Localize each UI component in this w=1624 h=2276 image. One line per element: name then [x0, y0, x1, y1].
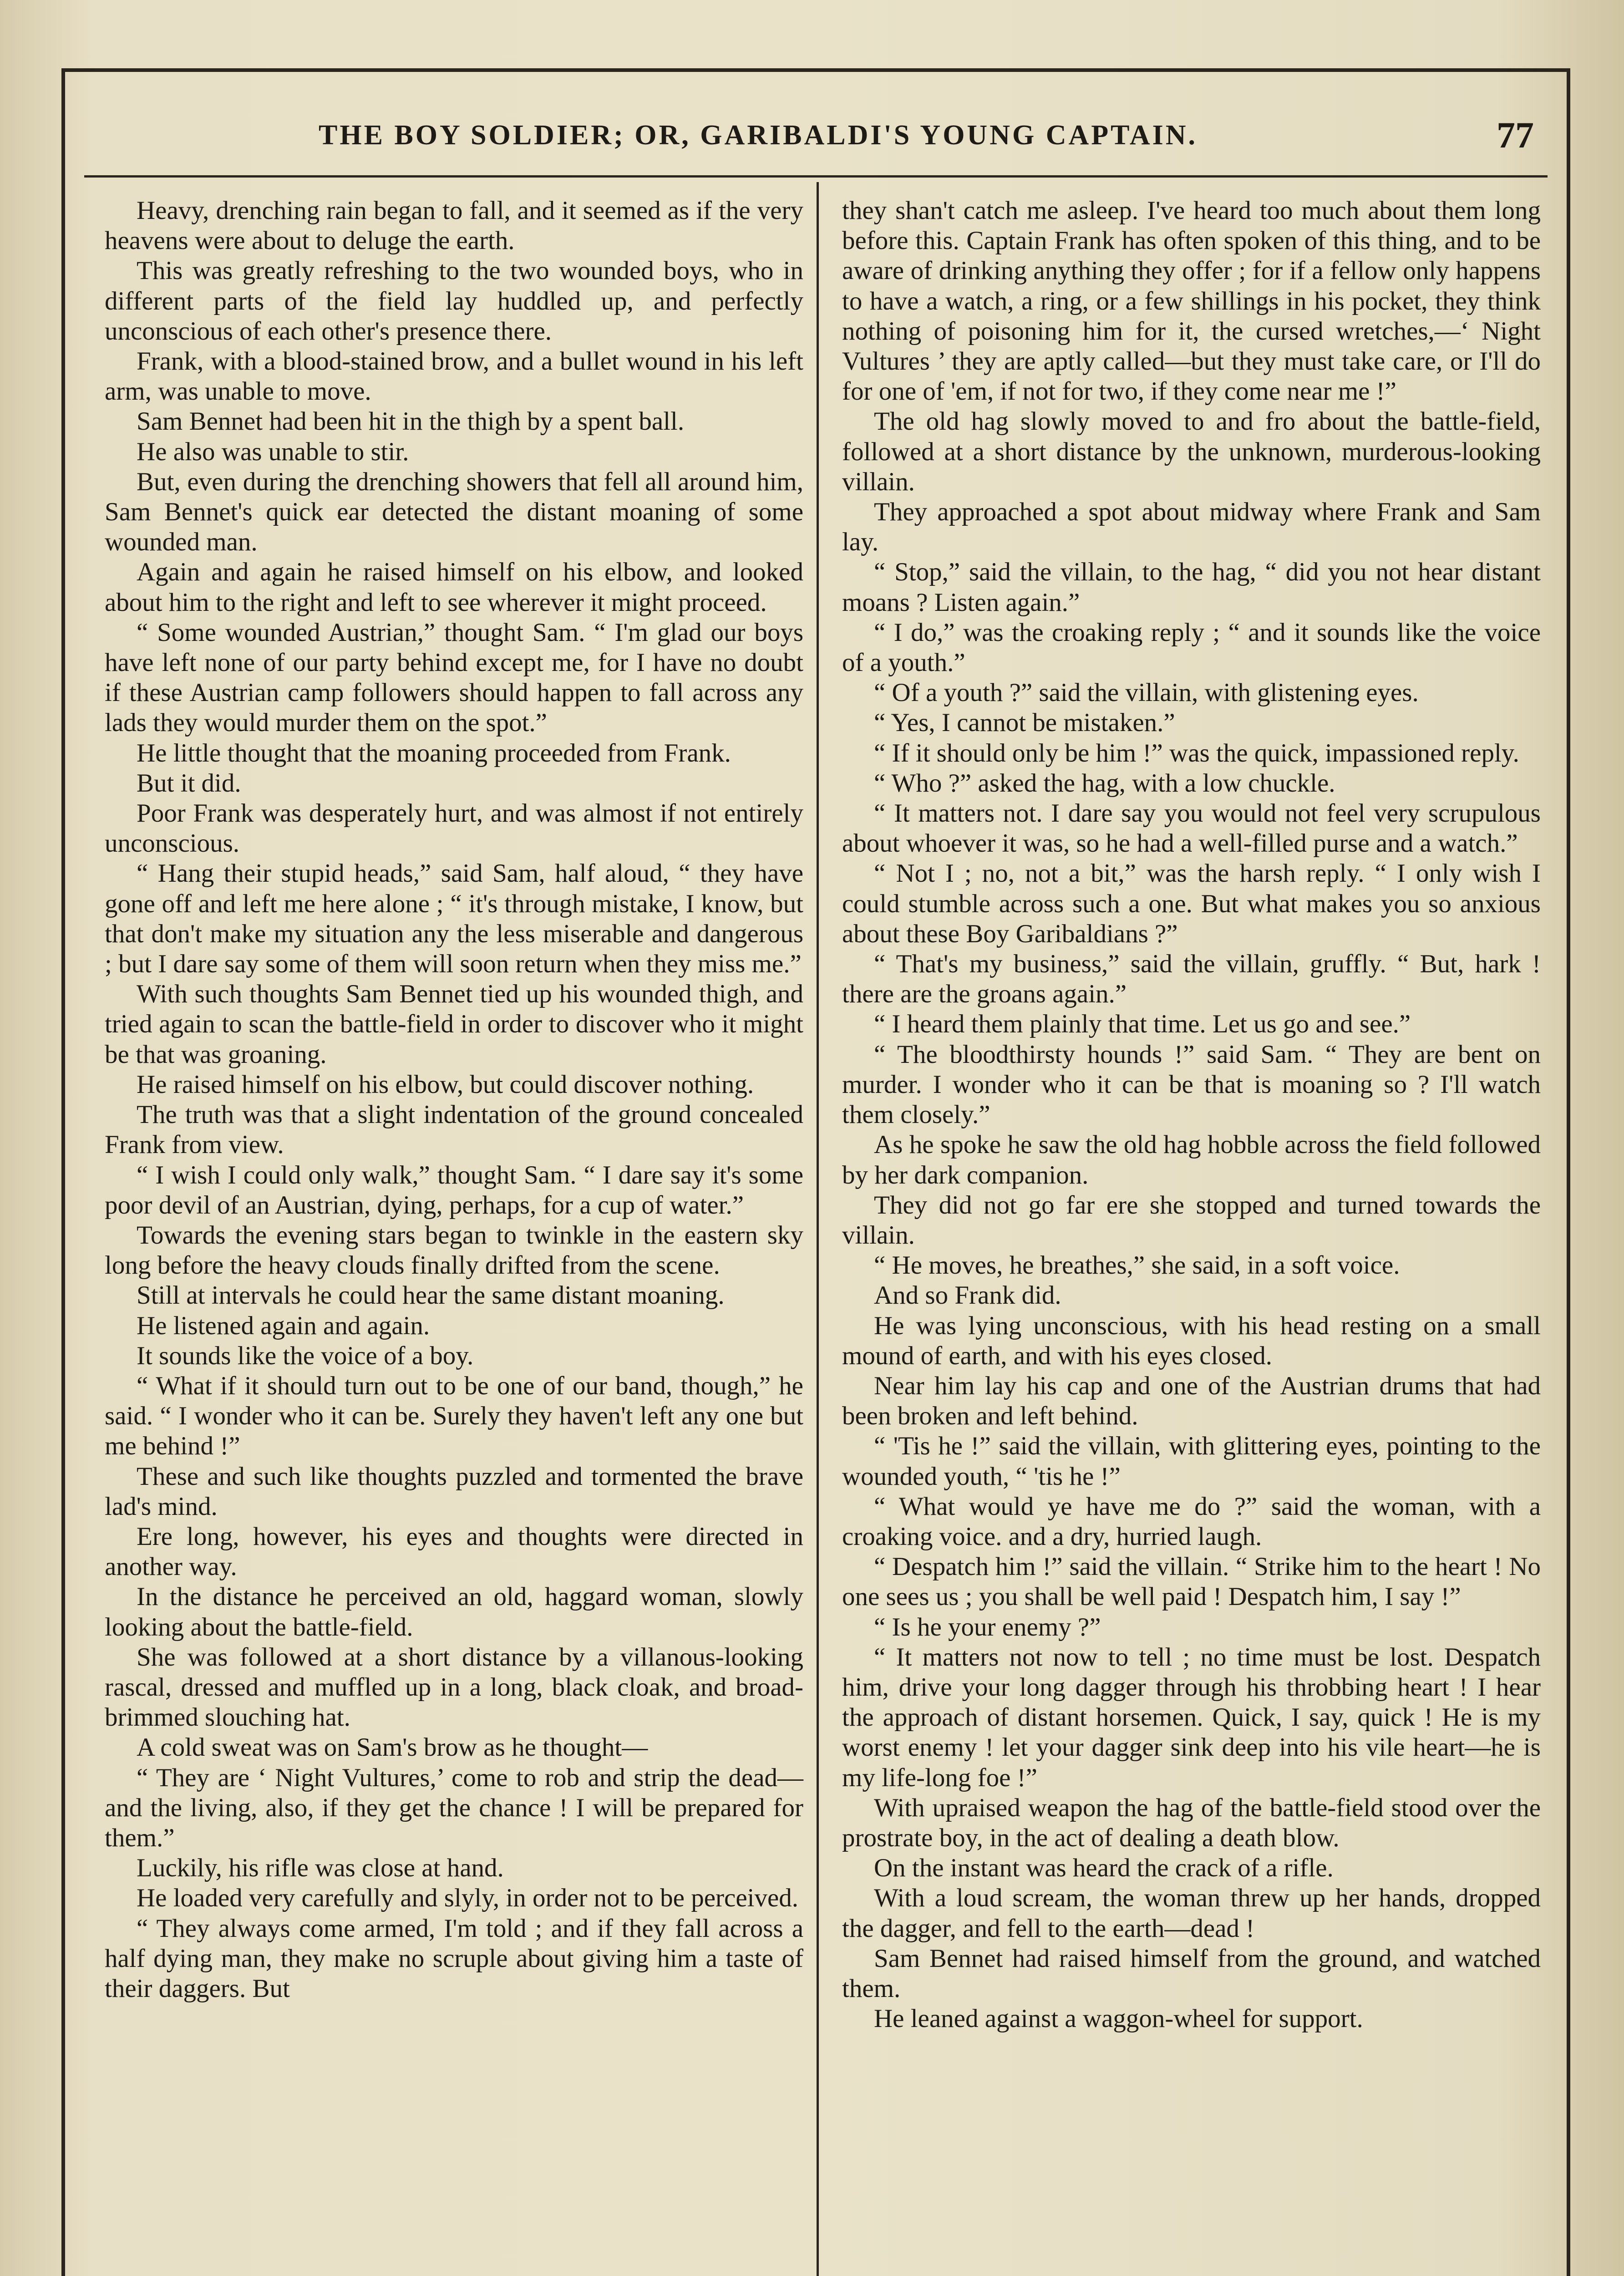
left-column: [105, 196, 803, 2004]
paragraph: This was greatly refreshing to the two wounded boys, who in different parts of the field lay huddled up, and perfectly unconscious of each other's presence there.: [105, 256, 803, 345]
paragraph: “ I wish I could only walk,” thought Sam. “ I dare say it's some poor devil of an Austrian, dying, perhaps, for a cup of water.”: [105, 1160, 803, 1219]
paragraph: With a loud scream, the woman threw up her hands, dropped the dagger, and fell to the earth—dead !: [842, 1884, 1541, 1943]
paragraph: Near him lay his cap and one of the Austrian drums that had been broken and left behind.: [842, 1371, 1541, 1431]
paragraph: They did not go far ere she stopped and turned towards the villain.: [842, 1190, 1541, 1250]
paragraph: He raised himself on his elbow, but could discover nothing.: [137, 1070, 754, 1099]
running-title: THE BOY SOLDIER; OR, GARIBALDI'S YOUNG CAPTAIN.: [319, 120, 1198, 151]
paragraph: On the instant was heard the crack of a rifle.: [874, 1854, 1334, 1883]
paragraph: Heavy, drenching rain began to fall, and it seemed as if the very heavens were about to deluge the earth.: [105, 196, 803, 255]
paragraph: “ It matters not now to tell ; no time must be lost. Despatch him, drive your long dagger through his throbbing heart ! I hear the approach of distant horsemen. Quick, I say, quick ! He is my worst enemy ! let your dagger sink deep into his vile heart—he is my life-long foe !”: [842, 1642, 1541, 1792]
paragraph: “ Stop,” said the villain, to the hag, “ did you not hear distant moans ? Listen again.”: [842, 558, 1541, 617]
paragraph: He leaned against a waggon-wheel for support.: [874, 2004, 1363, 2033]
paragraph: Poor Frank was desperately hurt, and was almost if not entirely unconscious.: [105, 799, 803, 858]
paragraph: Again and again he raised himself on his elbow, and looked about him to the right and left to see wherever it might proceed.: [105, 558, 803, 617]
paragraph: But it did.: [137, 768, 241, 798]
paragraph: “ 'Tis he !” said the villain, with glittering eyes, pointing to the wounded youth, “ 'tis he !”: [842, 1432, 1541, 1491]
paragraph: Sam Bennet had raised himself from the ground, and watched them.: [842, 1944, 1541, 2003]
paragraph: As he spoke he saw the old hag hobble across the field followed by her dark companion.: [842, 1130, 1541, 1189]
paragraph: In the distance he perceived an old, haggard woman, slowly looking about the battle-field.: [105, 1582, 803, 1641]
paragraph: And so Frank did.: [874, 1281, 1061, 1310]
paragraph: But, even during the drenching showers that fell all around him, Sam Bennet's quick ear detected the distant moaning of some wounded man.: [105, 467, 803, 557]
paragraph: “ What would ye have me do ?” said the woman, with a croaking voice. and a dry, hurried laugh.: [842, 1492, 1541, 1551]
paragraph: “ Who ?” asked the hag, with a low chuckle.: [874, 768, 1335, 798]
paragraph: Ere long, however, his eyes and thoughts were directed in another way.: [105, 1522, 803, 1581]
paragraph: “ Some wounded Austrian,” thought Sam. “ I'm glad our boys have left none of our party behind except me, for I have no doubt if these Austrian camp followers should happen to fall across any lads they would murder them on the spot.”: [105, 618, 803, 737]
paragraph: “ It matters not. I dare say you would not feel very scrupulous about whoever it was, so he had a well-filled purse and a watch.”: [842, 799, 1541, 858]
paragraph: Luckily, his rifle was close at hand.: [137, 1854, 504, 1883]
paragraph: He also was unable to stir.: [137, 437, 409, 466]
paragraph: “ Despatch him !” said the villain. “ Strike him to the heart ! No one sees us ; you shall be well paid ! Despatch him, I say !”: [842, 1552, 1541, 1611]
paragraph: “ Is he your enemy ?”: [874, 1612, 1101, 1641]
paragraph: “ That's my business,” said the villain, gruffly. “ But, hark ! there are the groans again.”: [842, 950, 1541, 1009]
header-rule: [84, 175, 1548, 178]
paragraph: “ I do,” was the croaking reply ; “ and it sounds like the voice of a youth.”: [842, 618, 1541, 677]
paragraph: She was followed at a short distance by a villanous-looking rascal, dressed and muffled up in a long, black cloak, and broad-brimmed slouching hat.: [105, 1642, 803, 1732]
paragraph: Sam Bennet had been hit in the thigh by a spent ball.: [137, 407, 685, 436]
paragraph: “ What if it should turn out to be one of our band, though,” he said. “ I wonder who it can be. Surely they haven't left any one but me behind !”: [105, 1371, 803, 1461]
right-column: [842, 196, 1541, 2034]
paragraph: “ I heard them plainly that time. Let us go and see.”: [874, 1010, 1411, 1039]
paragraph: “ Yes, I cannot be mistaken.”: [874, 708, 1175, 737]
paragraph: He was lying unconscious, with his head resting on a small mound of earth, and with his eyes closed.: [842, 1311, 1541, 1370]
paragraph: With upraised weapon the hag of the battle-field stood over the prostrate boy, in the act of dealing a death blow.: [842, 1793, 1541, 1852]
paragraph: They approached a spot about midway where Frank and Sam lay.: [842, 498, 1541, 557]
paragraph: “ He moves, he breathes,” she said, in a soft voice.: [874, 1251, 1400, 1280]
paragraph: “ Not I ; no, not a bit,” was the harsh reply. “ I only wish I could stumble across such a one. But what makes you so anxious about these Boy Garibaldians ?”: [842, 859, 1541, 948]
paragraph: “ Of a youth ?” said the villain, with glistening eyes.: [874, 678, 1419, 707]
paragraph: “ They are ‘ Night Vultures,’ come to rob and strip the dead—and the living, also, if they get the chance ! I will be prepared for them.”: [105, 1763, 803, 1852]
paragraph: Still at intervals he could hear the same distant moaning.: [137, 1281, 725, 1310]
paragraph: “ Hang their stupid heads,” said Sam, half aloud, “ they have gone off and left me here alone ; “ it's through mistake, I know, but that don't make my situation any the less miserable and dangerous ; but I dare say some of them will soon return when they miss me.”: [105, 859, 803, 979]
paragraph: The old hag slowly moved to and fro about the battle-field, followed at a short distance by the unknown, murderous-looking villain.: [842, 407, 1541, 496]
paragraph: Frank, with a blood-stained brow, and a bullet wound in his left arm, was unable to move.: [105, 347, 803, 406]
paragraph: A cold sweat was on Sam's brow as he thought—: [137, 1733, 648, 1762]
paragraph: These and such like thoughts puzzled and tormented the brave lad's mind.: [105, 1462, 803, 1521]
running-header: [73, 114, 1543, 164]
column-divider: [817, 182, 819, 2276]
paragraph: “ If it should only be him !” was the quick, impassioned reply.: [874, 738, 1519, 767]
page-number: 77: [1497, 114, 1534, 156]
paragraph: they shan't catch me asleep. I've heard too much about them long before this. Captain Frank has often spoken of this thing, and to be aware of drinking anything they offer ; for if a fellow only happens to have a watch, a ring, or a few shillings in his pocket, they think nothing of poisoning him for it, the cursed wretches,—‘ Night Vultures ’ they are aptly called—but they must take care, or I'll do for one of 'em, if not for two, if they come near me !”: [842, 196, 1541, 406]
paragraph: Towards the evening stars began to twinkle in the eastern sky long before the heavy clouds finally drifted from the scene.: [105, 1220, 803, 1280]
paragraph: It sounds like the voice of a boy.: [137, 1341, 474, 1370]
paragraph: “ They always come armed, I'm told ; and if they fall across a half dying man, they make no scruple about giving him a taste of their daggers. But: [105, 1914, 803, 2003]
paragraph: With such thoughts Sam Bennet tied up his wounded thigh, and tried again to scan the battle-field in order to discover who it might be that was groaning.: [105, 980, 803, 1069]
paragraph: “ The bloodthirsty hounds !” said Sam. “ They are bent on murder. I wonder who it can be that is moaning so ? I'll watch them closely.”: [842, 1040, 1541, 1129]
paragraph: He little thought that the moaning proceeded from Frank.: [137, 738, 731, 767]
paragraph: He loaded very carefully and slyly, in order not to be perceived.: [137, 1884, 799, 1913]
paragraph: The truth was that a slight indentation of the ground concealed Frank from view.: [105, 1100, 803, 1159]
paragraph: He listened again and again.: [137, 1311, 430, 1340]
